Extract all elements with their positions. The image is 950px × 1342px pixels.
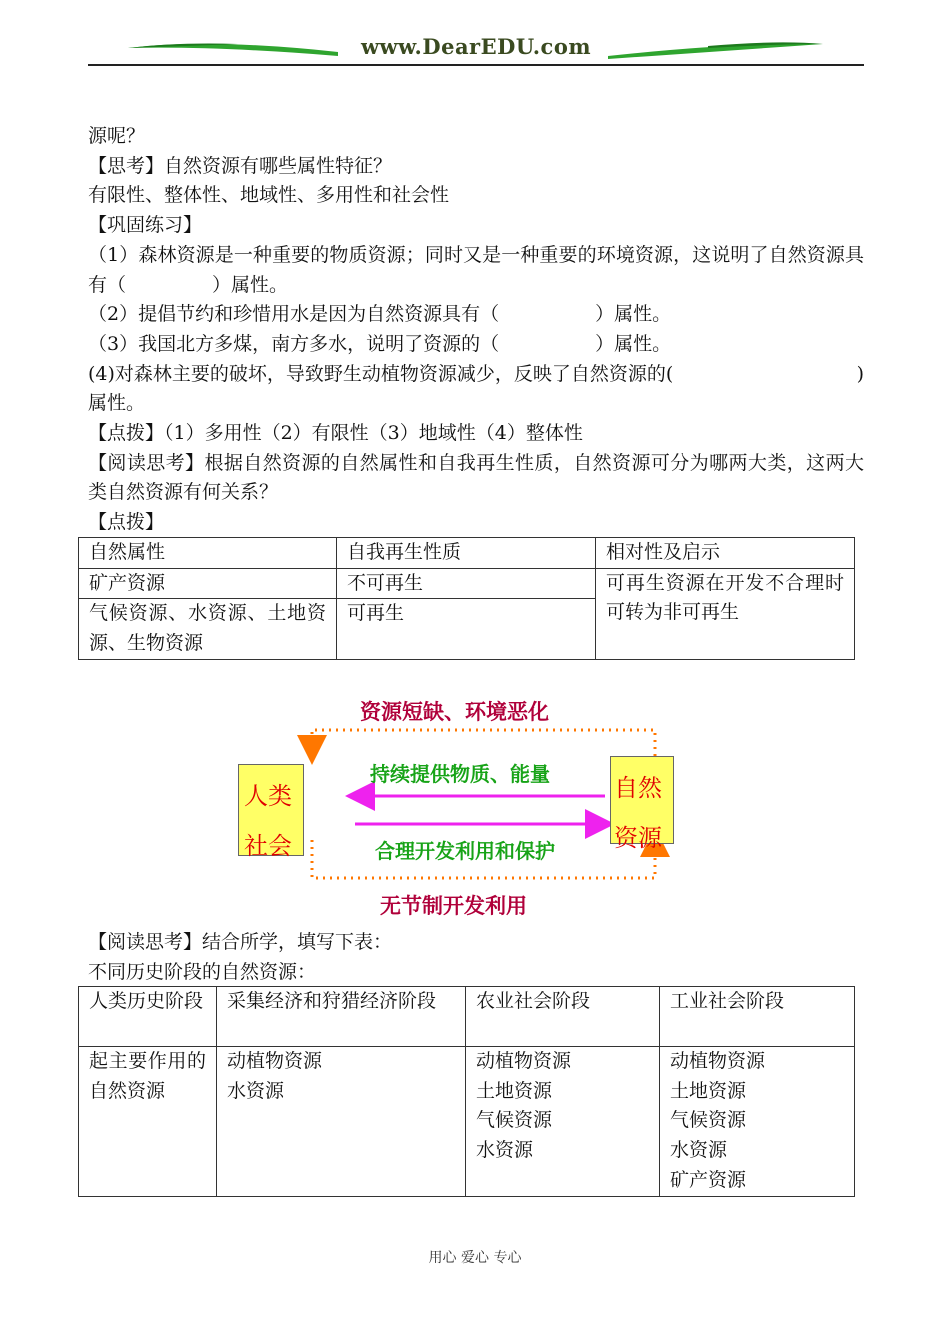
list-item: 动植物资源 <box>670 1050 766 1072</box>
table-cell <box>217 1047 466 1197</box>
header-banner <box>88 28 864 68</box>
table-cell: 矿产资源 <box>79 568 337 599</box>
list-item: 土地资源 <box>476 1079 553 1102</box>
human-society-label-2: 社会 <box>244 832 292 860</box>
site-logo: www.DearEDU.com <box>360 34 592 59</box>
resource-property-table <box>78 537 855 660</box>
natural-resource-label-1: 自然 <box>614 774 662 802</box>
after-diagram-text <box>88 928 864 987</box>
list-item: 水资源 <box>670 1139 728 1162</box>
table-header-cell: 采集经济和狩猎经济阶段 <box>217 987 466 1047</box>
text-line: 【巩固练习】 <box>88 214 203 237</box>
header-rule <box>88 64 864 66</box>
list-item: 水资源 <box>227 1079 285 1102</box>
table-cell-merged: 可再生资源在开发不合理时可转为非可再生 <box>596 568 855 659</box>
list-item: 气候资源 <box>476 1109 553 1132</box>
text-line: 【思考】自然资源有哪些属性特征？ <box>88 154 393 177</box>
table-cell: 气候资源、水资源、土地资源、生物资源 <box>79 599 337 659</box>
document-body <box>88 122 864 538</box>
table-header-cell: 自我再生性质 <box>337 538 596 569</box>
table-row <box>79 568 855 599</box>
exercise-1: （1）森林资源是一种重要的物质资源；同时又是一种重要的环境资源，这说明了自然资源具有（ ）属性。 <box>88 243 864 296</box>
table-header-cell: 自然属性 <box>79 538 337 569</box>
list-item: 动植物资源 <box>227 1050 323 1072</box>
reading-question: 【阅读思考】根据自然资源的自然属性和自我再生性质，自然资源可分为哪两大类，这两大类自然资源有何关系？ <box>88 451 864 504</box>
diagram-lower-arrow-label: 合理开发利用和保护 <box>375 839 555 863</box>
table-header-cell: 农业社会阶段 <box>466 987 660 1047</box>
diagram-upper-arrow-label: 持续提供物质、能量 <box>370 762 550 786</box>
page-footer: 用心 爱心 专心 <box>428 1250 522 1266</box>
table-header-row <box>79 538 855 569</box>
table-header-cell: 工业社会阶段 <box>660 987 855 1047</box>
table-cell: 起主要作用的自然资源 <box>79 1047 217 1197</box>
list-item: 矿产资源 <box>670 1168 747 1191</box>
text-line: 源呢？ <box>88 125 146 147</box>
exercise-2: （2）提倡节约和珍惜用水是因为自然资源具有（ ）属性。 <box>88 303 672 326</box>
table-cell <box>660 1047 855 1197</box>
text-line: 【阅读思考】结合所学，填写下表： <box>88 931 393 953</box>
table-header-cell: 相对性及启示 <box>596 538 855 569</box>
answer-hint: 【点拨】（1）多用性（2）有限性（3）地域性（4）整体性 <box>88 422 583 445</box>
table-cell: 可再生 <box>337 599 596 659</box>
text-line: 【点拨】 <box>88 511 165 534</box>
natural-resource-label-2: 资源 <box>614 824 662 852</box>
text-line: 不同历史阶段的自然资源： <box>88 960 317 983</box>
list-item: 土地资源 <box>670 1079 747 1102</box>
diagram-bottom-label: 无节制开发利用 <box>380 894 527 918</box>
table-row <box>79 1047 855 1197</box>
table-cell: 不可再生 <box>337 568 596 599</box>
table-header-cell: 人类历史阶段 <box>79 987 217 1047</box>
resource-cycle-diagram <box>230 690 680 930</box>
text-line: 属性。 <box>88 392 146 415</box>
exercise-4: (4)对森林主要的破坏，导致野生动植物资源减少，反映了自然资源的( ) <box>88 362 864 385</box>
history-stage-table <box>78 986 855 1197</box>
exercise-3: （3）我国北方多煤，南方多水，说明了资源的（ ）属性。 <box>88 332 672 355</box>
list-item: 气候资源 <box>670 1109 747 1132</box>
human-society-label-1: 人类 <box>244 782 292 810</box>
list-item: 水资源 <box>476 1139 534 1162</box>
table-cell <box>466 1047 660 1197</box>
diagram-top-label: 资源短缺、环境恶化 <box>360 700 549 724</box>
table-header-row <box>79 987 855 1047</box>
text-line: 有限性、整体性、地域性、多用性和社会性 <box>88 184 450 207</box>
list-item: 动植物资源 <box>476 1050 572 1072</box>
